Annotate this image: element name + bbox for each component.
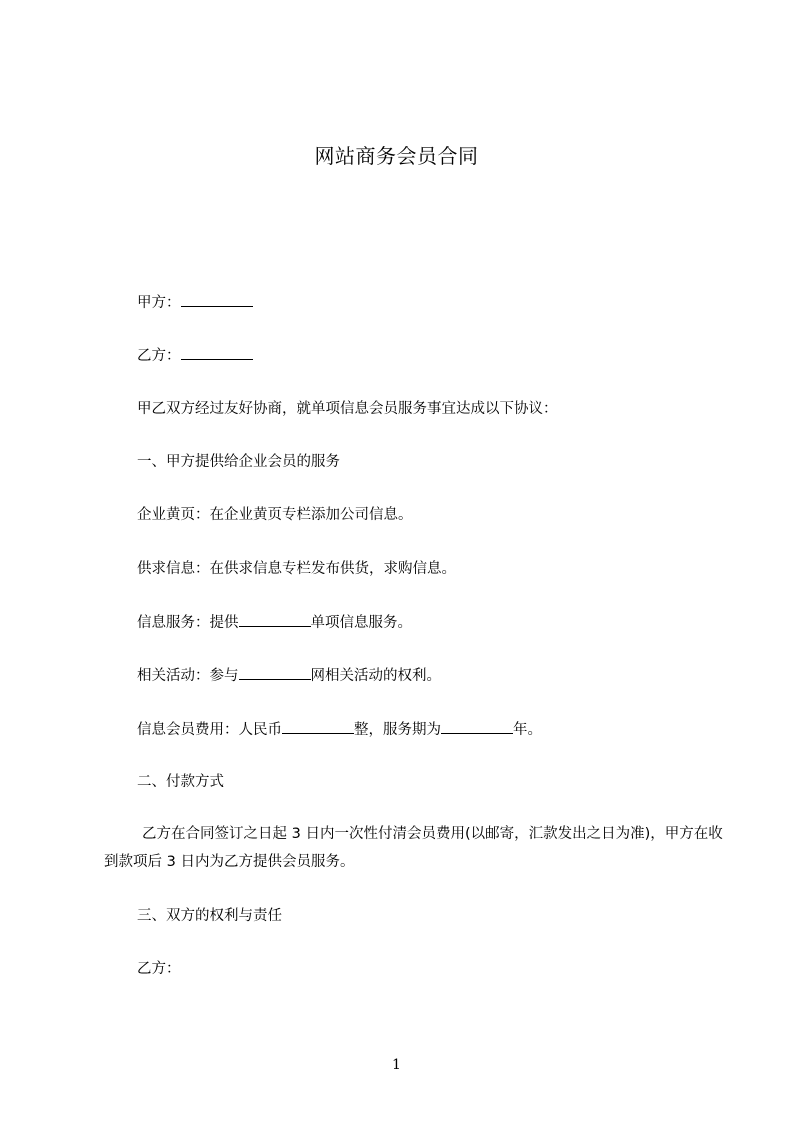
party-a-line	[137, 292, 253, 313]
party-b-blank	[181, 345, 253, 360]
party-b-line	[137, 345, 253, 366]
yellow-pages-item: 企业黄页：在企业黄页专栏添加公司信息。	[137, 507, 413, 523]
section-3-heading: 三、双方的权利与责任	[137, 908, 282, 924]
info-service-blank	[239, 612, 311, 627]
fee-years-blank	[441, 719, 513, 734]
page-number: 1	[392, 1057, 401, 1073]
fee-prefix: 信息会员费用：人民币	[137, 722, 282, 738]
activities-prefix: 相关活动：参与	[137, 668, 239, 684]
intro-text: 甲乙双方经过友好协商，就单项信息会员服务事宜达成以下协议：	[137, 401, 558, 417]
fee-item	[137, 719, 542, 740]
activities-blank	[239, 665, 311, 680]
fee-middle: 整，服务期为	[354, 722, 441, 738]
party-a-blank	[181, 292, 253, 307]
activities-suffix: 网相关活动的权利。	[310, 668, 441, 684]
info-service-prefix: 信息服务：提供	[137, 615, 239, 631]
supply-demand-item: 供求信息：在供求信息专栏发布供货，求购信息。	[137, 561, 456, 577]
info-service-suffix: 单项信息服务。	[310, 615, 412, 631]
info-service-item	[137, 612, 412, 633]
section-2-heading: 二、付款方式	[137, 774, 224, 790]
payment-paragraph: 乙方在合同签订之日起 3 日内一次性付清会员费用(以邮寄，汇款发出之日为准)，甲方在收到款项后 3 日内为乙方提供会员服务。	[104, 826, 723, 870]
fee-amount-blank	[282, 719, 354, 734]
section-1-heading: 一、甲方提供给企业会员的服务	[137, 454, 340, 470]
document-title: 网站商务会员合同	[314, 144, 479, 168]
activities-item	[137, 665, 441, 686]
party-b-label: 乙方：	[137, 348, 181, 364]
fee-suffix: 年。	[513, 722, 542, 738]
party-a-label: 甲方：	[137, 295, 181, 311]
party-b-section-label: 乙方：	[137, 961, 181, 977]
